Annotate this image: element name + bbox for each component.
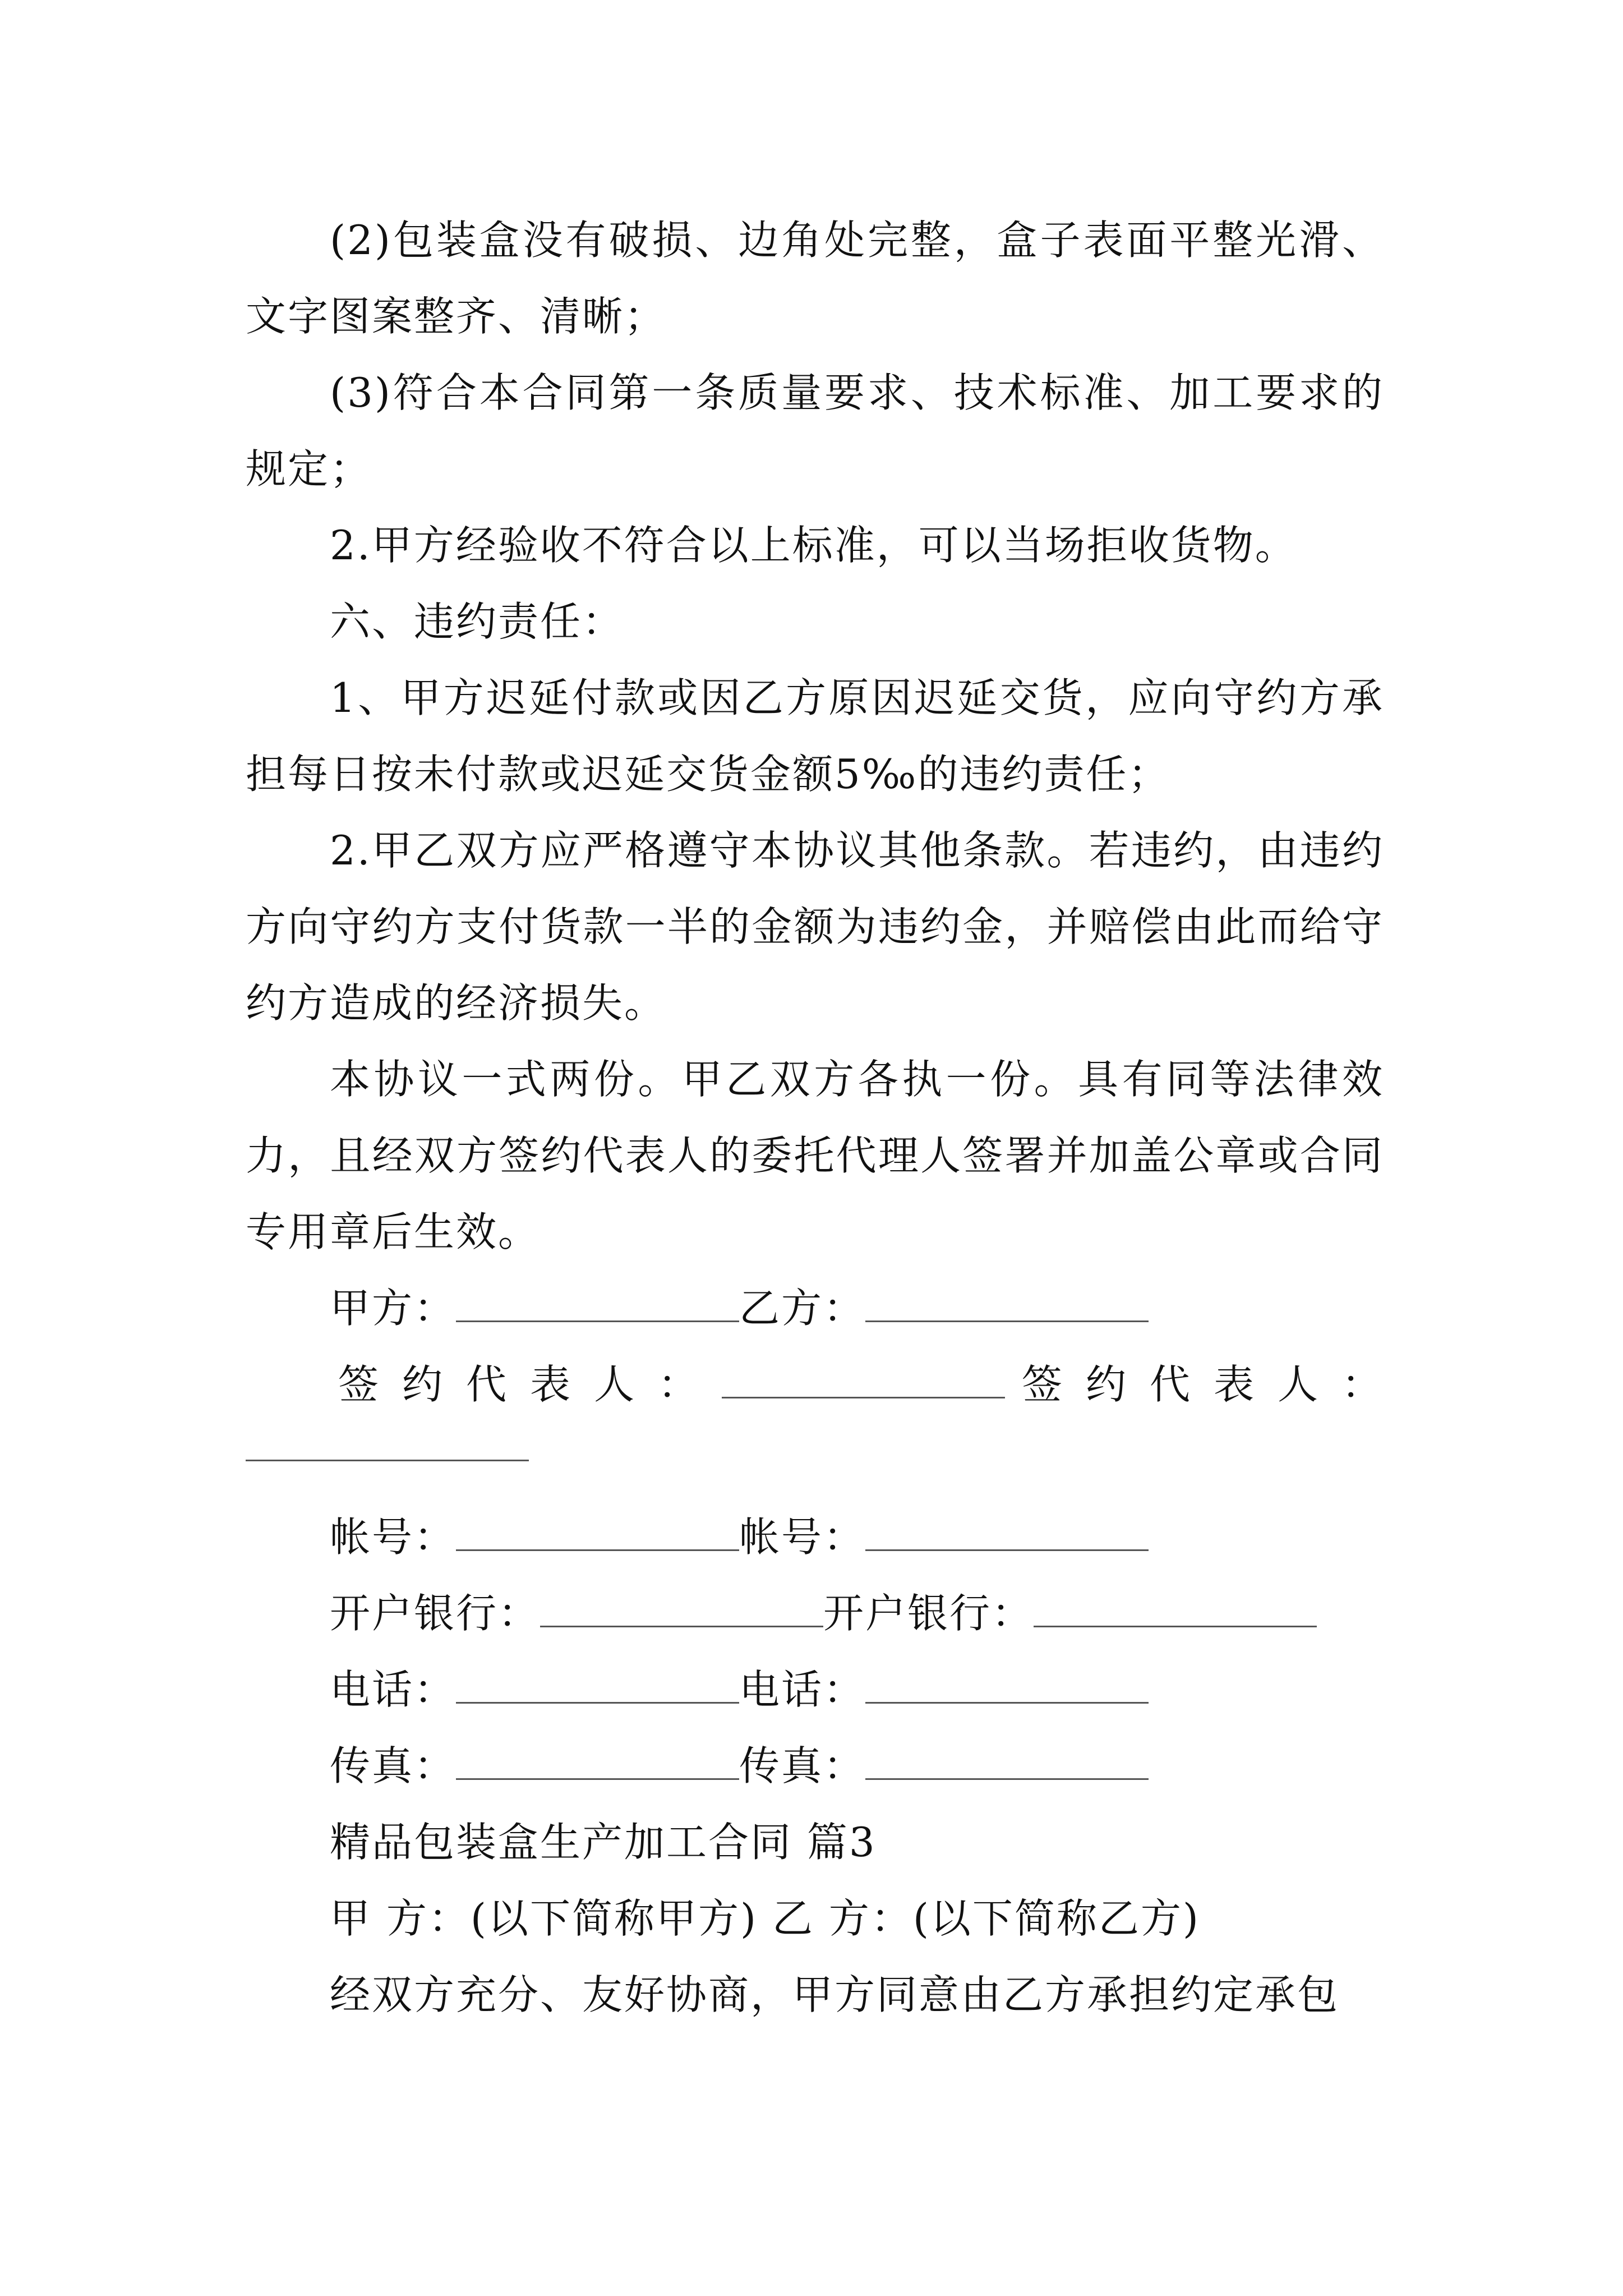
rep-a-blank (722, 1365, 1005, 1398)
party-b-label: 乙方： (739, 1285, 866, 1332)
rep-a-label: 签约代表人： (338, 1361, 722, 1408)
paragraph-copies-effect: 本协议一式两份。甲乙双方各执一份。具有同等法律效力，且经双方签约代表人的委托代理人签署并加盖公章或合同专用章后生效。 (246, 1056, 1384, 1255)
fax-a-blank (456, 1747, 739, 1780)
signature-row-representative (338, 1346, 1406, 1423)
phone-b-label: 电话： (739, 1666, 866, 1713)
bank-a-label: 开户银行： (330, 1590, 541, 1637)
account-a-label: 帐号： (330, 1513, 457, 1561)
bank-a-blank (540, 1594, 823, 1627)
rep-b-blank (246, 1460, 529, 1461)
signature-row-account (330, 1499, 1384, 1575)
party-a-blank (456, 1289, 739, 1322)
paragraph-packaging-condition: (2)包装盒没有破损、边角处完整，盒子表面平整光滑、文字图案整齐、清晰； (246, 217, 1384, 340)
signature-row-fax (330, 1728, 1384, 1804)
section-parties-line: 甲 方：(以下简称甲方) 乙 方：(以下简称乙方) (330, 1895, 1201, 1942)
section-title-contract-3: 精品包装盒生产加工合同 篇3 (330, 1819, 877, 1866)
signature-row-phone (330, 1651, 1384, 1728)
fax-b-blank (865, 1747, 1149, 1780)
phone-a-label: 电话： (330, 1666, 457, 1713)
paragraph-late-payment: 1、甲方迟延付款或因乙方原因迟延交货，应向守约方承担每日按未付款或迟延交货金额5‰的违约责任； (246, 674, 1384, 798)
party-b-blank (865, 1289, 1149, 1322)
bank-b-blank (1034, 1594, 1317, 1627)
account-a-blank (456, 1518, 739, 1551)
bank-b-label: 开户银行： (823, 1590, 1034, 1637)
document-body (246, 202, 1406, 2033)
paragraph-reject-goods: 2.甲方经验收不符合以上标准，可以当场拒收货物。 (330, 522, 1297, 569)
signature-row-party (330, 1270, 1384, 1346)
section-intro-line: 经双方充分、友好协商，甲方同意由乙方承担约定承包 (330, 1971, 1340, 2018)
fax-a-label: 传真： (330, 1742, 457, 1789)
phone-b-blank (865, 1671, 1149, 1704)
rep-b-label: 签约代表人： (1022, 1361, 1406, 1408)
section-heading-breach: 六、违约责任： (330, 598, 625, 645)
account-b-label: 帐号： (739, 1513, 866, 1561)
signature-row-bank (330, 1575, 1384, 1651)
phone-a-blank (456, 1671, 739, 1704)
party-a-label: 甲方： (330, 1285, 457, 1332)
paragraph-quality-compliance: (3)符合本合同第一条质量要求、技术标准、加工要求的规定； (246, 369, 1384, 493)
paragraph-breach-penalty: 2.甲乙双方应严格遵守本协议其他条款。若违约，由违约方向守约方支付货款一半的金额为违约金，并赔偿由此而给守约方造成的经济损失。 (246, 827, 1384, 1027)
account-b-blank (865, 1518, 1149, 1551)
fax-b-label: 传真： (739, 1742, 866, 1789)
